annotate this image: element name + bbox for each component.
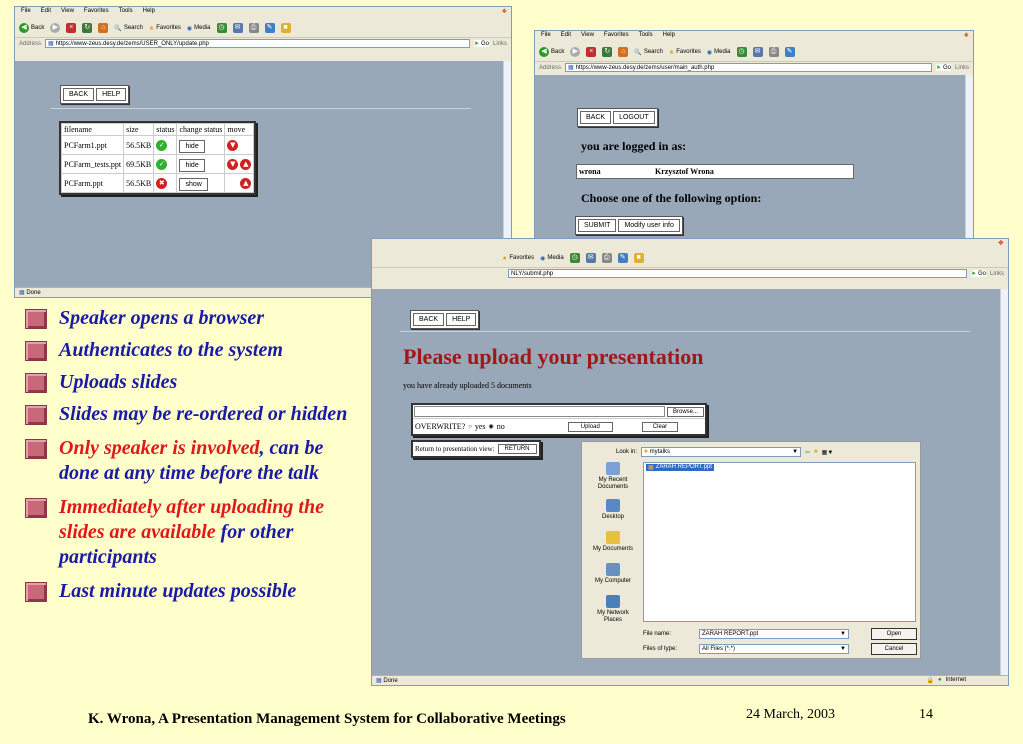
history-icon[interactable]: ◷ — [571, 254, 578, 261]
bullet-text: Authenticates to the system — [59, 339, 283, 361]
back-page-button[interactable]: BACK — [580, 111, 611, 124]
edit-icon[interactable]: ✎ — [265, 23, 275, 33]
change-status-cell — [177, 174, 225, 193]
refresh-icon[interactable]: ↻ — [602, 47, 612, 57]
filename-cell: PCFarm.ppt — [62, 174, 124, 193]
file-item[interactable]: ▦ ZARAH REPORT.ppt — [648, 464, 712, 471]
move-down-icon[interactable]: ▼ — [227, 140, 238, 151]
bullet-item — [25, 370, 365, 395]
status-bar: ▦ Done — [15, 287, 512, 297]
file-type-label: Files of type: — [643, 646, 678, 652]
file-type-select[interactable]: All Files (*.*) ▼ — [699, 644, 849, 654]
folder-icon: ■ — [644, 449, 648, 455]
no-label: no — [496, 422, 505, 431]
search-icon: 🔍 — [114, 25, 122, 32]
menu-edit[interactable]: Edit — [40, 8, 52, 14]
favorites-button[interactable]: ★ Favorites — [668, 49, 701, 56]
search-button[interactable]: 🔍 Search — [634, 49, 663, 56]
chevron-down-icon: ▼ — [840, 631, 846, 637]
search-icon: 🔍 — [634, 49, 642, 56]
logged-in-heading: you are logged in as: — [581, 139, 687, 153]
place-my-documents[interactable]: My Documents — [588, 531, 638, 553]
go-arrow-icon: ➤ — [935, 65, 941, 71]
bullet-marker-icon — [25, 439, 47, 459]
address-bar: Address ▦ https://www-zeus.desy.de/zems/USER_ONLY/update.php ➤ Go Links — [15, 37, 511, 49]
page-done-icon: ▦ — [376, 678, 382, 684]
move-cell — [225, 136, 254, 155]
bullet-text: , can be done at any time before the talk — [59, 437, 324, 484]
change-status-cell — [177, 136, 225, 155]
media-icon: ◉ — [706, 49, 713, 56]
look-in-select[interactable]: ■ mytalks ▼ — [641, 447, 801, 457]
uploaded-count-note: you have already uploaded 5 documents — [403, 381, 532, 390]
go-button[interactable]: ➤ Go — [970, 270, 986, 277]
bullet-marker-icon — [25, 498, 47, 518]
favorites-button[interactable]: ★ Favorites — [148, 25, 181, 32]
go-button[interactable]: ➤ Go — [473, 40, 489, 47]
back-arrow-icon: ◀ — [19, 23, 29, 33]
new-folder-icon[interactable]: ■ — [814, 449, 818, 455]
place-recent[interactable]: My Recent Documents — [588, 462, 638, 491]
star-icon: ★ — [148, 25, 155, 32]
show-button[interactable]: show — [179, 178, 207, 191]
menu-favorites[interactable]: Favorites — [603, 32, 629, 38]
scrollbar[interactable] — [1000, 289, 1009, 675]
bullet-text: for other participants — [59, 521, 294, 568]
status-bar: ▦ Done 🔒 ● Internet — [372, 675, 1009, 685]
page-icon: ▦ — [48, 40, 54, 47]
menu-bar — [15, 7, 511, 19]
scrollbar[interactable] — [965, 75, 974, 242]
filename-cell: PCFarm1.ppt — [62, 136, 124, 155]
forward-arrow-icon[interactable]: ▶ — [50, 23, 60, 33]
toolbar — [372, 249, 1008, 267]
file-name-input[interactable]: ZARAH REPORT.ppt ▼ — [699, 629, 849, 639]
place-network[interactable]: My Network Places — [588, 595, 638, 624]
size-cell: 56.5KB — [124, 174, 154, 193]
menu-favorites[interactable]: Favorites — [83, 8, 109, 14]
windows-logo-icon: ❖ — [501, 9, 507, 15]
bullet-item — [25, 495, 365, 570]
footer-citation: K. Wrona, A Presentation Management System for Collaborative Meetings — [88, 711, 566, 727]
choose-heading: Choose one of the following option: — [581, 191, 762, 205]
move-cell — [225, 174, 254, 193]
folder-icon[interactable]: ■ — [634, 253, 644, 263]
cancel-button[interactable]: Cancel — [871, 643, 917, 655]
folder-icon[interactable]: ■ — [281, 23, 291, 33]
look-in-label: Look in: — [616, 449, 638, 455]
move-cell — [225, 155, 254, 174]
bullet-text: Uploads slides — [59, 371, 178, 393]
star-icon: ★ — [502, 255, 508, 262]
go-arrow-icon: ➤ — [970, 271, 976, 277]
footer-date: 24 March, 2003 — [746, 707, 836, 722]
bullet-marker-icon — [25, 405, 47, 425]
menu-help[interactable]: Help — [662, 32, 675, 38]
edit-icon[interactable]: ✎ — [785, 47, 795, 57]
back-button[interactable]: ◀ Back — [539, 47, 564, 57]
move-down-icon[interactable]: ▼ — [227, 159, 238, 170]
nav-buttons — [577, 108, 658, 127]
bullet-marker-icon — [25, 582, 47, 602]
bullet-text: Last minute updates possible — [59, 580, 297, 602]
submit-button[interactable]: SUBMIT — [578, 219, 616, 232]
col-filename: filename — [62, 124, 124, 136]
media-button[interactable]: ◉ Media — [186, 25, 211, 32]
places-bar — [588, 462, 638, 632]
my-documents-icon — [606, 531, 620, 544]
menu-file[interactable]: File — [21, 8, 31, 14]
size-cell: 69.5KB — [124, 155, 154, 174]
page-title: Please upload your presentation — [403, 344, 704, 369]
move-up-icon[interactable]: ▲ — [240, 178, 251, 189]
windows-logo-icon: ❖ — [997, 240, 1004, 247]
user-info-row — [576, 164, 854, 179]
home-icon[interactable]: ⌂ — [98, 23, 108, 33]
ppt-file-icon: ▦ — [648, 465, 654, 471]
user-full-name: Krzysztof Wrona — [655, 167, 714, 176]
mail-icon[interactable]: ✉ — [753, 47, 763, 57]
links-button[interactable]: Links — [989, 270, 1004, 277]
file-name-row — [643, 629, 849, 639]
bullet-marker-icon — [25, 373, 47, 393]
hidden-x-icon: ✖ — [156, 178, 167, 189]
page-number: 14 — [919, 707, 933, 722]
browse-button[interactable]: Browse... — [667, 407, 704, 417]
col-status: status — [154, 124, 177, 136]
links-button[interactable]: Links — [954, 64, 969, 71]
url-field[interactable]: NLY/submit.php — [508, 269, 967, 278]
bullet-item — [25, 579, 365, 604]
file-name-label: File name: — [643, 631, 672, 637]
menu-tools[interactable]: Tools — [118, 8, 133, 14]
menu-edit[interactable]: Edit — [560, 32, 572, 38]
menu-tools[interactable]: Tools — [638, 32, 653, 38]
bullet-text: Speaker opens a browser — [59, 307, 265, 329]
print-icon[interactable]: ⎙ — [769, 47, 779, 57]
menu-file[interactable]: File — [541, 32, 551, 38]
mail-icon[interactable]: ✉ — [586, 253, 596, 263]
chevron-down-icon: ▼ — [840, 646, 846, 652]
table-row — [62, 174, 254, 193]
forward-arrow-icon[interactable]: ▶ — [570, 47, 580, 57]
modify-user-info-button[interactable]: Modify user info — [618, 219, 679, 232]
page-icon: ▦ — [568, 64, 574, 71]
change-status-cell — [177, 155, 225, 174]
divider — [51, 108, 471, 109]
stop-icon[interactable]: × — [66, 23, 76, 33]
toolbar — [15, 19, 511, 37]
mail-icon[interactable]: ✉ — [233, 23, 243, 33]
edit-icon[interactable]: ✎ — [618, 253, 628, 263]
return-label: Return to presentation view: — [415, 445, 495, 453]
bullet-text: Slides may be re-ordered or hidden — [59, 403, 348, 425]
bullet-highlight-text: Only speaker is involved — [59, 437, 260, 459]
file-list[interactable] — [643, 462, 916, 622]
upload-button[interactable]: Upload — [568, 422, 613, 432]
visible-check-icon: ✓ — [156, 159, 167, 170]
col-size: size — [124, 124, 154, 136]
menu-bar — [372, 239, 1008, 249]
open-button[interactable]: Open — [871, 628, 917, 640]
filename-cell: PCFarm_tests.ppt — [62, 155, 124, 174]
hide-button[interactable]: hide — [179, 159, 204, 172]
status-zone: 🔒 ● Internet — [926, 677, 966, 684]
back-arrow-icon: ◀ — [539, 47, 549, 57]
bullet-highlight-text: Immediately after uploading the slides are available — [59, 496, 324, 543]
logout-button[interactable]: LOGOUT — [613, 111, 655, 124]
print-icon[interactable]: ⎙ — [602, 253, 612, 263]
bullet-item — [25, 402, 365, 427]
url-field[interactable]: ▦ https://www-zeus.desy.de/zems/user/main_auth.php — [565, 63, 932, 72]
nav-buttons — [410, 310, 479, 329]
status-cell — [154, 136, 177, 155]
help-button[interactable]: HELP — [446, 313, 476, 326]
look-in-row — [616, 447, 833, 457]
bullet-item — [25, 306, 365, 331]
nav-buttons — [60, 85, 129, 104]
back-page-button[interactable]: BACK — [413, 313, 444, 326]
menu-view[interactable]: View — [61, 8, 74, 14]
menu-bar — [535, 31, 973, 43]
bullet-marker-icon — [25, 309, 47, 329]
print-icon[interactable]: ⎙ — [249, 23, 259, 33]
globe-icon: ● — [938, 677, 942, 683]
windows-logo-icon: ❖ — [963, 33, 969, 39]
file-open-dialog — [581, 441, 921, 659]
col-move: move — [225, 124, 254, 136]
bullet-list — [25, 306, 365, 604]
table-row — [62, 155, 254, 174]
refresh-icon[interactable]: ↻ — [82, 23, 92, 33]
bullet-item — [25, 338, 365, 363]
bullet-marker-icon — [25, 341, 47, 361]
upload-form — [411, 403, 707, 436]
help-button[interactable]: HELP — [96, 88, 126, 101]
links-button[interactable]: Links — [492, 40, 507, 47]
radio-yes[interactable]: ○ — [468, 423, 472, 430]
back-page-button[interactable]: BACK — [63, 88, 94, 101]
status-cell — [154, 174, 177, 193]
history-icon[interactable]: ◷ — [218, 24, 225, 31]
network-places-icon — [606, 595, 620, 608]
bullet-item — [25, 436, 365, 486]
address-bar — [372, 267, 1008, 279]
up-folder-icon[interactable]: ⇦ — [805, 449, 811, 456]
favorites-button[interactable]: ★ Favorites — [502, 255, 535, 262]
chevron-down-icon: ▼ — [792, 449, 799, 455]
view-menu-icon[interactable]: ▦▼ — [821, 449, 834, 456]
place-desktop[interactable]: Desktop — [588, 499, 638, 521]
overwrite-label: OVERWRITE? — [415, 422, 466, 431]
media-icon: ◉ — [540, 255, 546, 262]
desktop-icon — [606, 499, 620, 512]
yes-label: yes — [474, 422, 486, 431]
go-arrow-icon: ➤ — [473, 41, 479, 47]
url-field[interactable]: ▦ https://www-zeus.desy.de/zems/USER_ONLY/update.php — [45, 39, 470, 48]
hide-button[interactable]: hide — [179, 140, 204, 153]
go-button[interactable]: ➤ Go — [935, 64, 951, 71]
lock-icon: 🔒 — [926, 678, 935, 684]
return-button[interactable]: RETURN — [498, 444, 537, 454]
size-cell: 56.5KB — [124, 136, 154, 155]
move-up-icon[interactable]: ▲ — [240, 159, 251, 170]
toolbar — [535, 43, 973, 61]
user-id: wrona — [579, 167, 601, 176]
my-computer-icon — [606, 563, 620, 576]
divider — [400, 331, 970, 332]
back-button[interactable]: ◀ Back — [19, 23, 44, 33]
menu-help[interactable]: Help — [142, 8, 155, 14]
home-icon[interactable]: ⌂ — [618, 47, 628, 57]
star-icon: ★ — [668, 49, 675, 56]
page-done-icon: ▦ — [19, 290, 25, 296]
place-my-computer[interactable]: My Computer — [588, 563, 638, 585]
option-buttons — [575, 216, 683, 235]
media-icon: ◉ — [186, 25, 193, 32]
radio-no[interactable]: ◉ — [488, 424, 494, 430]
search-button[interactable]: 🔍 Search — [114, 25, 143, 32]
file-type-row — [643, 644, 849, 654]
history-icon[interactable]: ◷ — [738, 48, 745, 55]
media-button[interactable]: ◉ Media — [706, 49, 731, 56]
visible-check-icon: ✓ — [156, 140, 167, 151]
media-button[interactable]: ◉ Media — [540, 255, 564, 262]
file-path-input[interactable] — [414, 406, 665, 417]
page-content — [535, 75, 965, 242]
recent-documents-icon — [606, 462, 620, 475]
status-cell — [154, 155, 177, 174]
stop-icon[interactable]: × — [586, 47, 596, 57]
menu-view[interactable]: View — [581, 32, 594, 38]
browser-window-auth — [534, 30, 974, 242]
address-bar: Address ▦ https://www-zeus.desy.de/zems/user/main_auth.php ➤ Go Links — [535, 61, 973, 73]
col-change-status: change status — [177, 124, 225, 136]
table-row — [62, 136, 254, 155]
clear-button[interactable]: Clear — [642, 422, 678, 432]
return-form — [411, 440, 541, 458]
file-table — [59, 121, 256, 195]
